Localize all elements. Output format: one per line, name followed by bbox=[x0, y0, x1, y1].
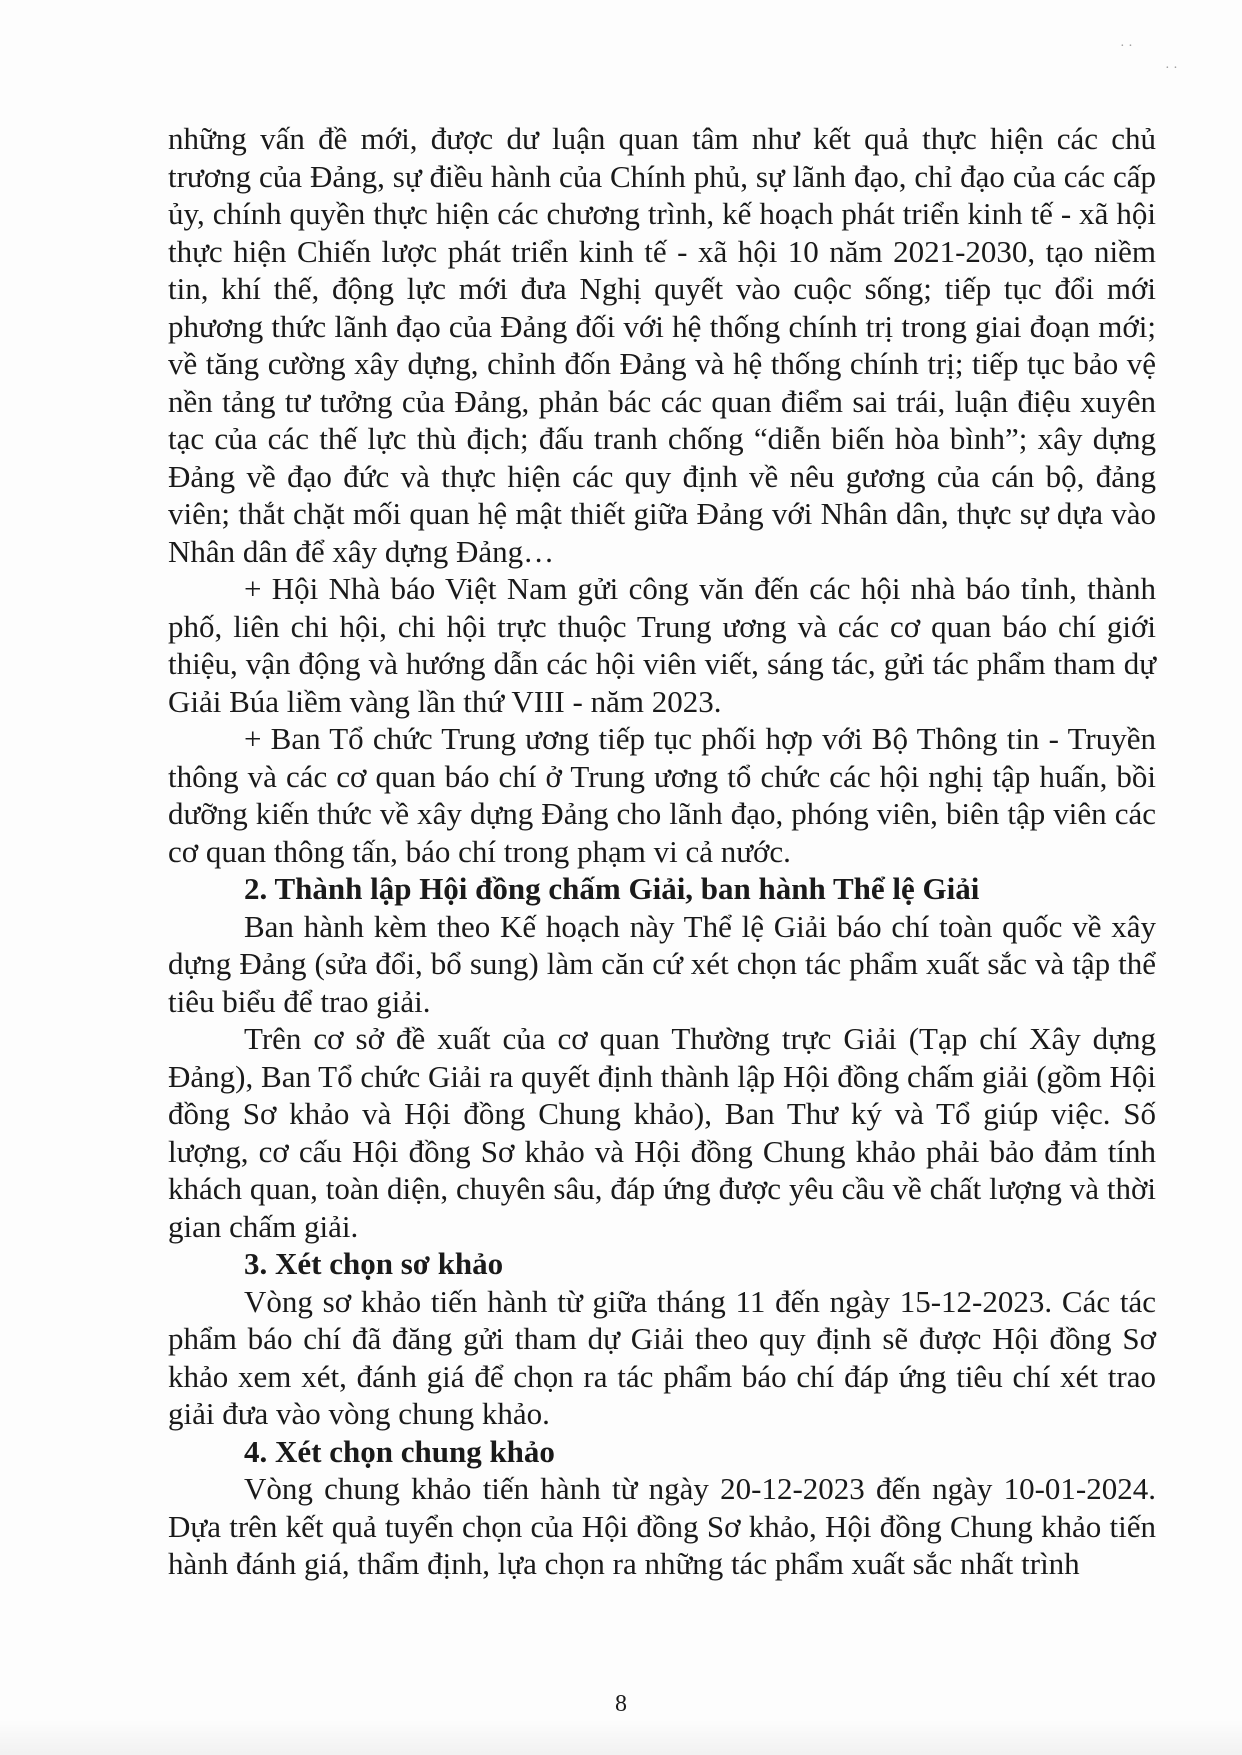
section-heading-2: 2. Thành lập Hội đồng chấm Giải, ban hành Thể lệ Giải bbox=[244, 871, 980, 906]
body-paragraph-final-round: Vòng chung khảo tiến hành từ ngày 20-12-2023 đến ngày 10-01-2024. Dựa trên kết quả tuyển chọn của Hội đồng Sơ khảo, Hội đồng Chung khảo tiến hành đánh giá, thẩm định, lựa chọn ra những tác phẩm xuất sắc nhất trình bbox=[168, 1471, 1156, 1581]
section-heading-3: 3. Xét chọn sơ khảo bbox=[244, 1246, 504, 1281]
section-heading-4: 4. Xét chọn chung khảo bbox=[244, 1433, 555, 1469]
scan-bottom-shade bbox=[0, 1720, 1242, 1755]
scan-speck: · · bbox=[1165, 61, 1178, 76]
body-paragraph-preliminary-round: Vòng sơ khảo tiến hành từ giữa tháng 11 đến ngày 15-12-2023. Các tác phẩm báo chí đã đăng gửi tham dự Giải theo quy định sẽ được Hội đồng Sơ khảo xem xét, đánh giá để chọn ra tác phẩm báo chí đáp ứng tiêu chí xét trao giải đưa vào vòng chung khảo. bbox=[168, 1283, 1156, 1431]
scan-speck: · · bbox=[1120, 39, 1133, 54]
body-paragraph-rules: Ban hành kèm theo Kế hoạch này Thể lệ Giải báo chí toàn quốc về xây dựng Đảng (sửa đổi, bổ sung) làm căn cứ xét chọn tác phẩm xuất sắc và tập thể tiêu biểu để trao giải. bbox=[168, 908, 1156, 1019]
document-body bbox=[168, 120, 1156, 1583]
body-paragraph-council: Trên cơ sở đề xuất của cơ quan Thường trực Giải (Tạp chí Xây dựng Đảng), Ban Tổ chức Giải ra quyết định thành lập Hội đồng chấm giải (gồm Hội đồng Sơ khảo và Hội đồng Chung khảo), Ban Thư ký và Tổ giúp việc. Số lượng, cơ cấu Hội đồng Sơ khảo và Hội đồng Chung khảo phải bảo đảm tính khách quan, toàn diện, chuyên sâu, đáp ứng được yêu cầu về chất lượng và thời gian chấm giải. bbox=[168, 1021, 1156, 1244]
body-paragraph-central-organizing-committee: + Ban Tổ chức Trung ương tiếp tục phối hợp với Bộ Thông tin - Truyền thông và các cơ quan báo chí ở Trung ương tổ chức các hội nghị tập huấn, bồi dưỡng kiến thức về xây dựng Đảng cho lãnh đạo, phóng viên, biên tập viên các cơ quan thông tấn, báo chí trong phạm vi cả nước. bbox=[168, 721, 1156, 869]
page-number: 8 bbox=[615, 1691, 627, 1717]
body-paragraph-continued: những vấn đề mới, được dư luận quan tâm như kết quả thực hiện các chủ trương của Đảng, sự điều hành của Chính phủ, sự lãnh đạo, chỉ đạo của các cấp ủy, chính quyền thực hiện các chương trình, kế hoạch phát triển kinh tế - xã hội thực hiện Chiến lược phát triển kinh tế - xã hội 10 năm 2021-2030, tạo niềm tin, khí thế, động lực mới đưa Nghị quyết vào cuộc sống; tiếp tục đổi mới phương thức lãnh đạo của Đảng đối với hệ thống chính trị trong giai đoạn mới; về tăng cường xây dựng, chỉnh đốn Đảng và hệ thống chính trị; tiếp tục bảo vệ nền tảng tư tưởng của Đảng, phản bác các quan điểm sai trái, luận điệu xuyên tạc của các thế lực thù địch; đấu tranh chống “diễn biến hòa bình”; xây dựng Đảng về đạo đức và thực hiện các quy định về nêu gương của cán bộ, đảng viên; thắt chặt mối quan hệ mật thiết giữa Đảng với Nhân dân, thực sự dựa vào Nhân dân để xây dựng Đảng… bbox=[168, 121, 1156, 569]
body-paragraph-journalists-association: + Hội Nhà báo Việt Nam gửi công văn đến các hội nhà báo tỉnh, thành phố, liên chi hội, chi hội trực thuộc Trung ương và các cơ quan báo chí giới thiệu, vận động và hướng dẫn các hội viên viết, sáng tác, gửi tác phẩm tham dự Giải Búa liềm vàng lần thứ VIII - năm 2023. bbox=[168, 571, 1156, 719]
